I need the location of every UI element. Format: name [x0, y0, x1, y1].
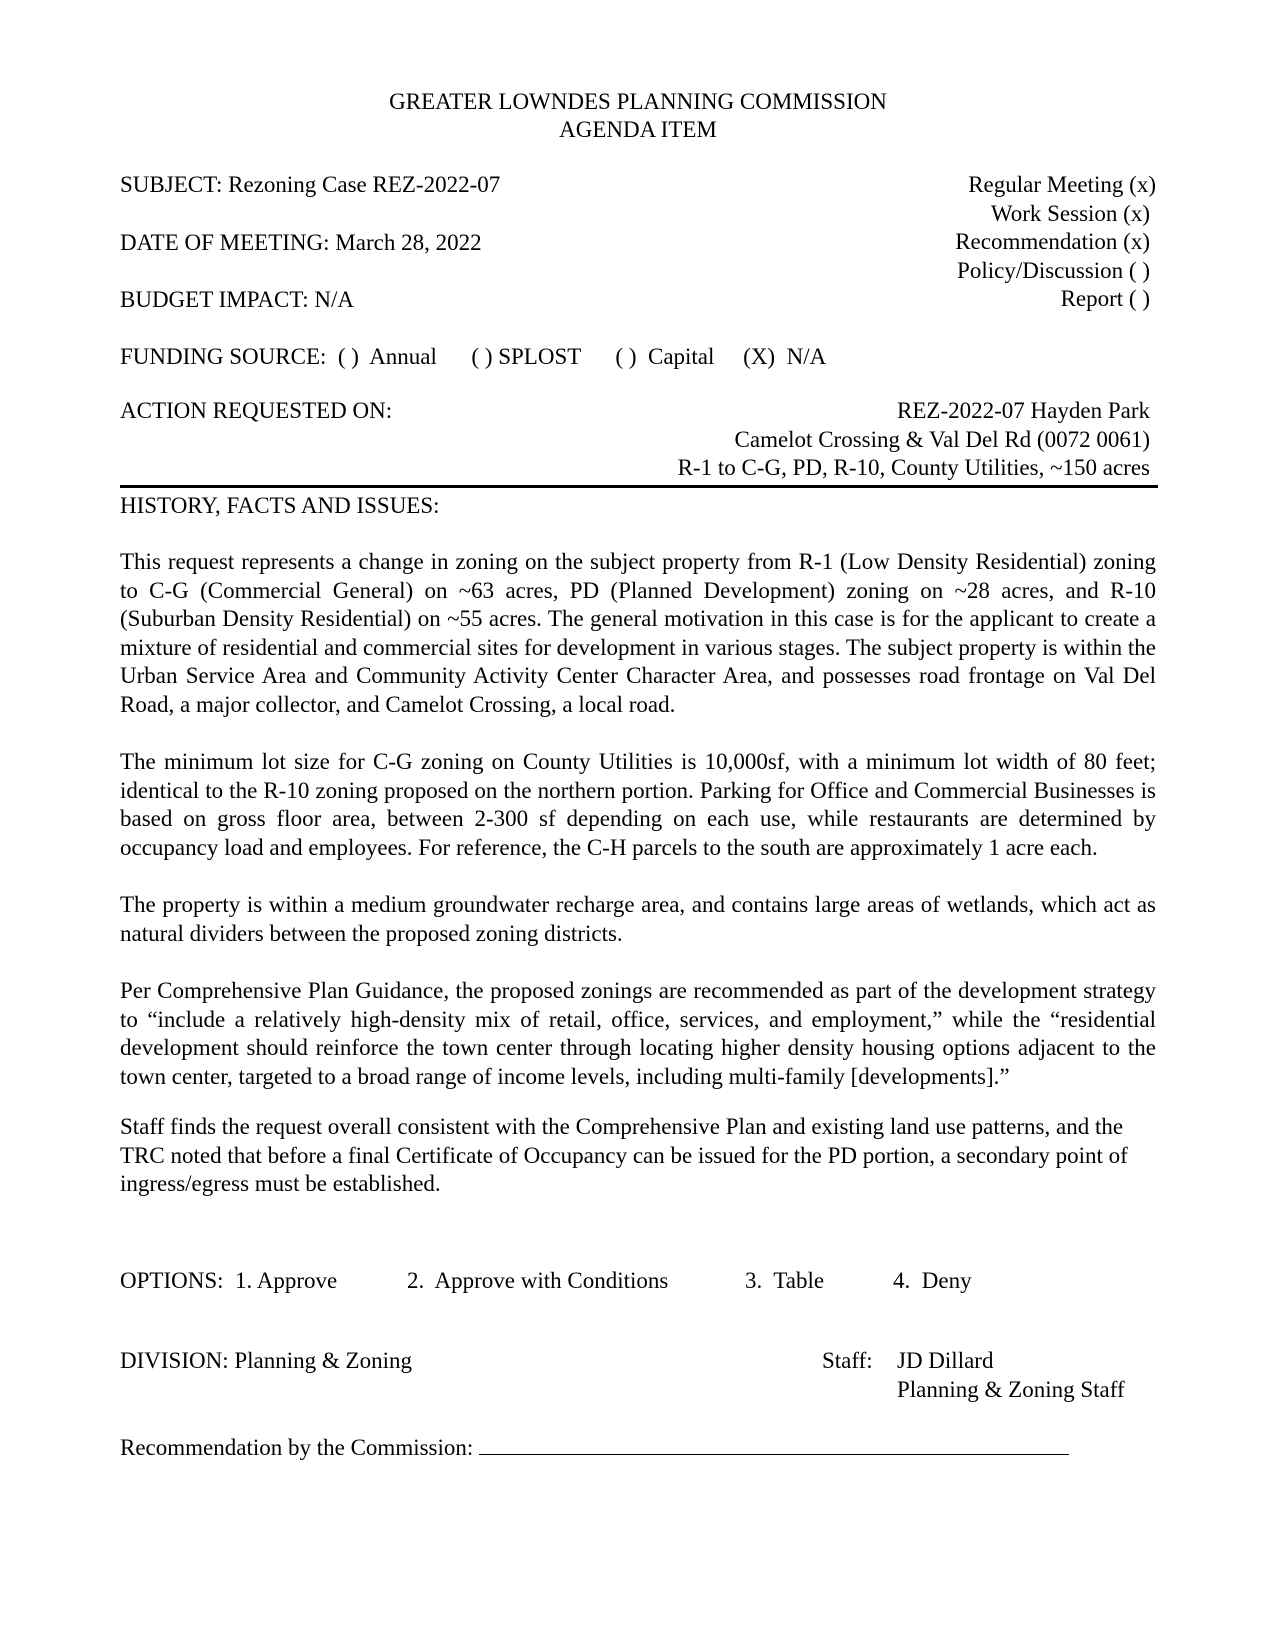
- funding-source-row: [120, 343, 1156, 372]
- date-of-meeting-field: DATE OF MEETING: March 28, 2022: [120, 229, 482, 255]
- history-paragraph: The property is within a medium groundwater recharge area, and contains large areas of wetlands, which act as natural dividers between the proposed zoning districts.: [120, 892, 1156, 946]
- staff-label: Staff:: [822, 1348, 873, 1373]
- recommendation-blank-line: [479, 1432, 1069, 1455]
- funding-option-splost: ( ) SPLOST: [471, 343, 581, 369]
- meeting-type-work-session: Work Session (x): [990, 200, 1150, 226]
- options-row: [120, 1267, 1156, 1296]
- meeting-type-list: [955, 171, 1156, 314]
- action-details: [678, 397, 1150, 483]
- option-table: 3. Table: [745, 1267, 825, 1293]
- meeting-type-regular: Regular Meeting (x): [968, 172, 1156, 197]
- agenda-document: [120, 88, 1156, 1463]
- meeting-type-policy: Policy/Discussion ( ): [957, 257, 1150, 283]
- action-requested-label: ACTION REQUESTED ON:: [120, 398, 393, 423]
- agenda-item-title: AGENDA ITEM: [559, 117, 717, 142]
- history-paragraph: Staff finds the request overall consistent with the Comprehensive Plan and existing land use patterns, and the TRC noted that before a final Certificate of Occupancy can be issued for the PD portion, a secondary point of ingress/egress must be established.: [120, 1114, 1128, 1196]
- option-deny: 4. Deny: [893, 1267, 972, 1293]
- history-paragraph: Per Comprehensive Plan Guidance, the proposed zonings are recommended as part of the development strategy to “include a relatively high-density mix of retail, office, services, and employment,” while the “residential development should reinforce the town center through locating higher density housing options adjacent to the town center, targeted to a broad range of income levels, including multi-family [developments].”: [120, 978, 1156, 1089]
- subject-field: SUBJECT: Rezoning Case REZ-2022-07: [120, 172, 501, 197]
- meeting-type-report: Report ( ): [1060, 286, 1150, 311]
- section-divider: [120, 485, 1158, 488]
- action-requested-block: [120, 397, 1156, 483]
- recommendation-label: Recommendation by the Commission:: [120, 1435, 480, 1460]
- staff-block: [822, 1347, 1132, 1404]
- history-heading: HISTORY, FACTS AND ISSUES:: [120, 492, 440, 518]
- option-approve: 1. Approve: [235, 1267, 338, 1293]
- history-paragraph: The minimum lot size for C-G zoning on County Utilities is 10,000sf, with a minimum lot width of 80 feet; identical to the R-10 zoning proposed on the northern portion. Parking for Office and Commercial Businesses is based on gross floor area, between 2-300 sf depending on each use, while restaurants are determined by occupancy load and employees. For reference, the C-H parcels to the south are approximately 1 acre each.: [120, 749, 1156, 860]
- funding-option-annual: ( ) Annual: [337, 343, 437, 369]
- meeting-fields: [120, 171, 500, 315]
- commission-recommendation-row: [120, 1432, 1156, 1463]
- staff-name: JD Dillard: [897, 1348, 994, 1373]
- options-label: OPTIONS:: [120, 1267, 224, 1293]
- meeting-info-block: [120, 171, 1156, 315]
- document-header: [120, 88, 1156, 144]
- commission-title: GREATER LOWNDES PLANNING COMMISSION: [389, 89, 887, 114]
- action-case-name: REZ-2022-07 Hayden Park: [897, 398, 1150, 423]
- budget-impact-field: BUDGET IMPACT: N/A: [120, 287, 354, 312]
- division-field: DIVISION: Planning & Zoning: [120, 1348, 412, 1373]
- action-location: Camelot Crossing & Val Del Rd (0072 0061): [734, 426, 1150, 452]
- meeting-type-recommendation: Recommendation (x): [955, 229, 1150, 254]
- option-approve-with-conditions: 2. Approve with Conditions: [407, 1267, 669, 1293]
- funding-option-na: (X) N/A: [743, 343, 827, 369]
- division-block: [120, 1347, 1156, 1404]
- funding-source-label: FUNDING SOURCE:: [120, 343, 327, 369]
- staff-details: [897, 1347, 1125, 1404]
- funding-option-capital: ( ) Capital: [615, 343, 715, 369]
- action-zoning-change: R-1 to C-G, PD, R-10, County Utilities, ~150 acres: [677, 455, 1150, 480]
- history-paragraph: This request represents a change in zoning on the subject property from R-1 (Low Density Residential) zoning to C-G (Commercial General) on ~63 acres, PD (Planned Development) zoning on ~28 acres, and R-10 (Suburban Density Residential) on ~55 acres. The general motivation in this case is for the applicant to create a mixture of residential and commercial sites for development in various stages. The subject property is within the Urban Service Area and Community Activity Center Character Area, and possesses road frontage on Val Del Road, a major collector, and Camelot Crossing, a local road.: [120, 549, 1156, 717]
- staff-title: Planning & Zoning Staff: [897, 1376, 1125, 1402]
